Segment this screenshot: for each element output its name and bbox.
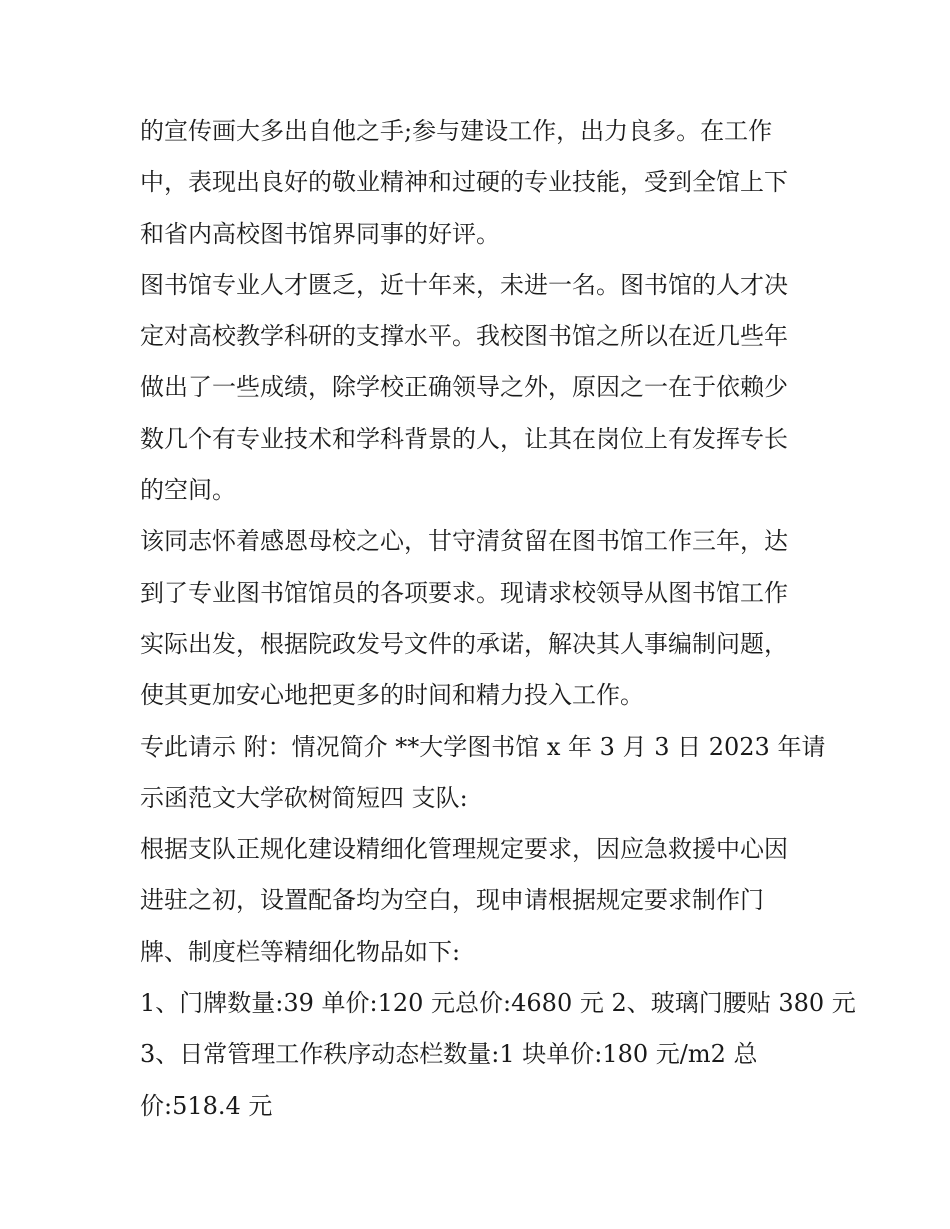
text-line: 的空间。 — [140, 476, 236, 505]
paragraph-closing — [140, 722, 826, 825]
text-line: 数几个有专业技术和学科背景的人，让其在岗位上有发挥专长 — [140, 424, 788, 453]
text-line: 做出了一些成绩，除学校正确领导之外，原因之一在于依赖少 — [140, 373, 788, 402]
paragraph-talent-shortage — [140, 260, 820, 516]
text-line: 使其更加安心地把更多的时间和精力投入工作。 — [140, 681, 644, 710]
text-line: 中，表现出良好的敬业精神和过硬的专业技能，受到全馆上下 — [140, 168, 788, 197]
text-line: 示函范文大学砍树简短四 支队: — [140, 783, 468, 812]
paragraph-application — [140, 824, 820, 978]
list-item-door-plate — [140, 978, 856, 1029]
text-line: 到了专业图书馆馆员的各项要求。现请求校领导从图书馆工作 — [140, 578, 788, 607]
text-line: 和省内高校图书馆界同事的好评。 — [140, 219, 500, 248]
text-line: 专此请示 附：情况简介 **大学图书馆 x 年 3 月 3 日 2023 年请 — [140, 732, 826, 761]
document-body — [140, 106, 856, 1132]
text-line: 1、门牌数量:39 单价:120 元总价:4680 元 2、玻璃门腰贴 380 元 — [140, 989, 856, 1018]
text-line: 定对高校教学科研的支撑水平。我校图书馆之所以在近几些年 — [140, 322, 788, 351]
paragraph-praise — [140, 106, 820, 260]
text-line: 3、日常管理工作秩序动态栏数量:1 块单价:180 元/m2 总 — [140, 1040, 758, 1069]
text-line: 价:518.4 元 — [140, 1091, 273, 1120]
text-line: 进驻之初，设置配备均为空白，现申请根据规定要求制作门 — [140, 886, 764, 915]
text-line: 该同志怀着感恩母校之心，甘守清贫留在图书馆工作三年，达 — [140, 527, 788, 556]
list-item-dynamic-board — [140, 1029, 820, 1132]
text-line: 牌、制度栏等精细化物品如下: — [140, 937, 461, 966]
text-line: 的宣传画大多出自他之手;参与建设工作，出力良多。在工作 — [140, 117, 773, 145]
text-line: 根据支队正规化建设精细化管理规定要求，因应急救援中心因 — [140, 835, 788, 864]
text-line: 图书馆专业人才匮乏，近十年来，未进一名。图书馆的人才决 — [140, 270, 788, 299]
paragraph-request — [140, 516, 820, 721]
text-line: 实际出发，根据院政发号文件的承诺，解决其人事编制问题， — [140, 629, 788, 658]
